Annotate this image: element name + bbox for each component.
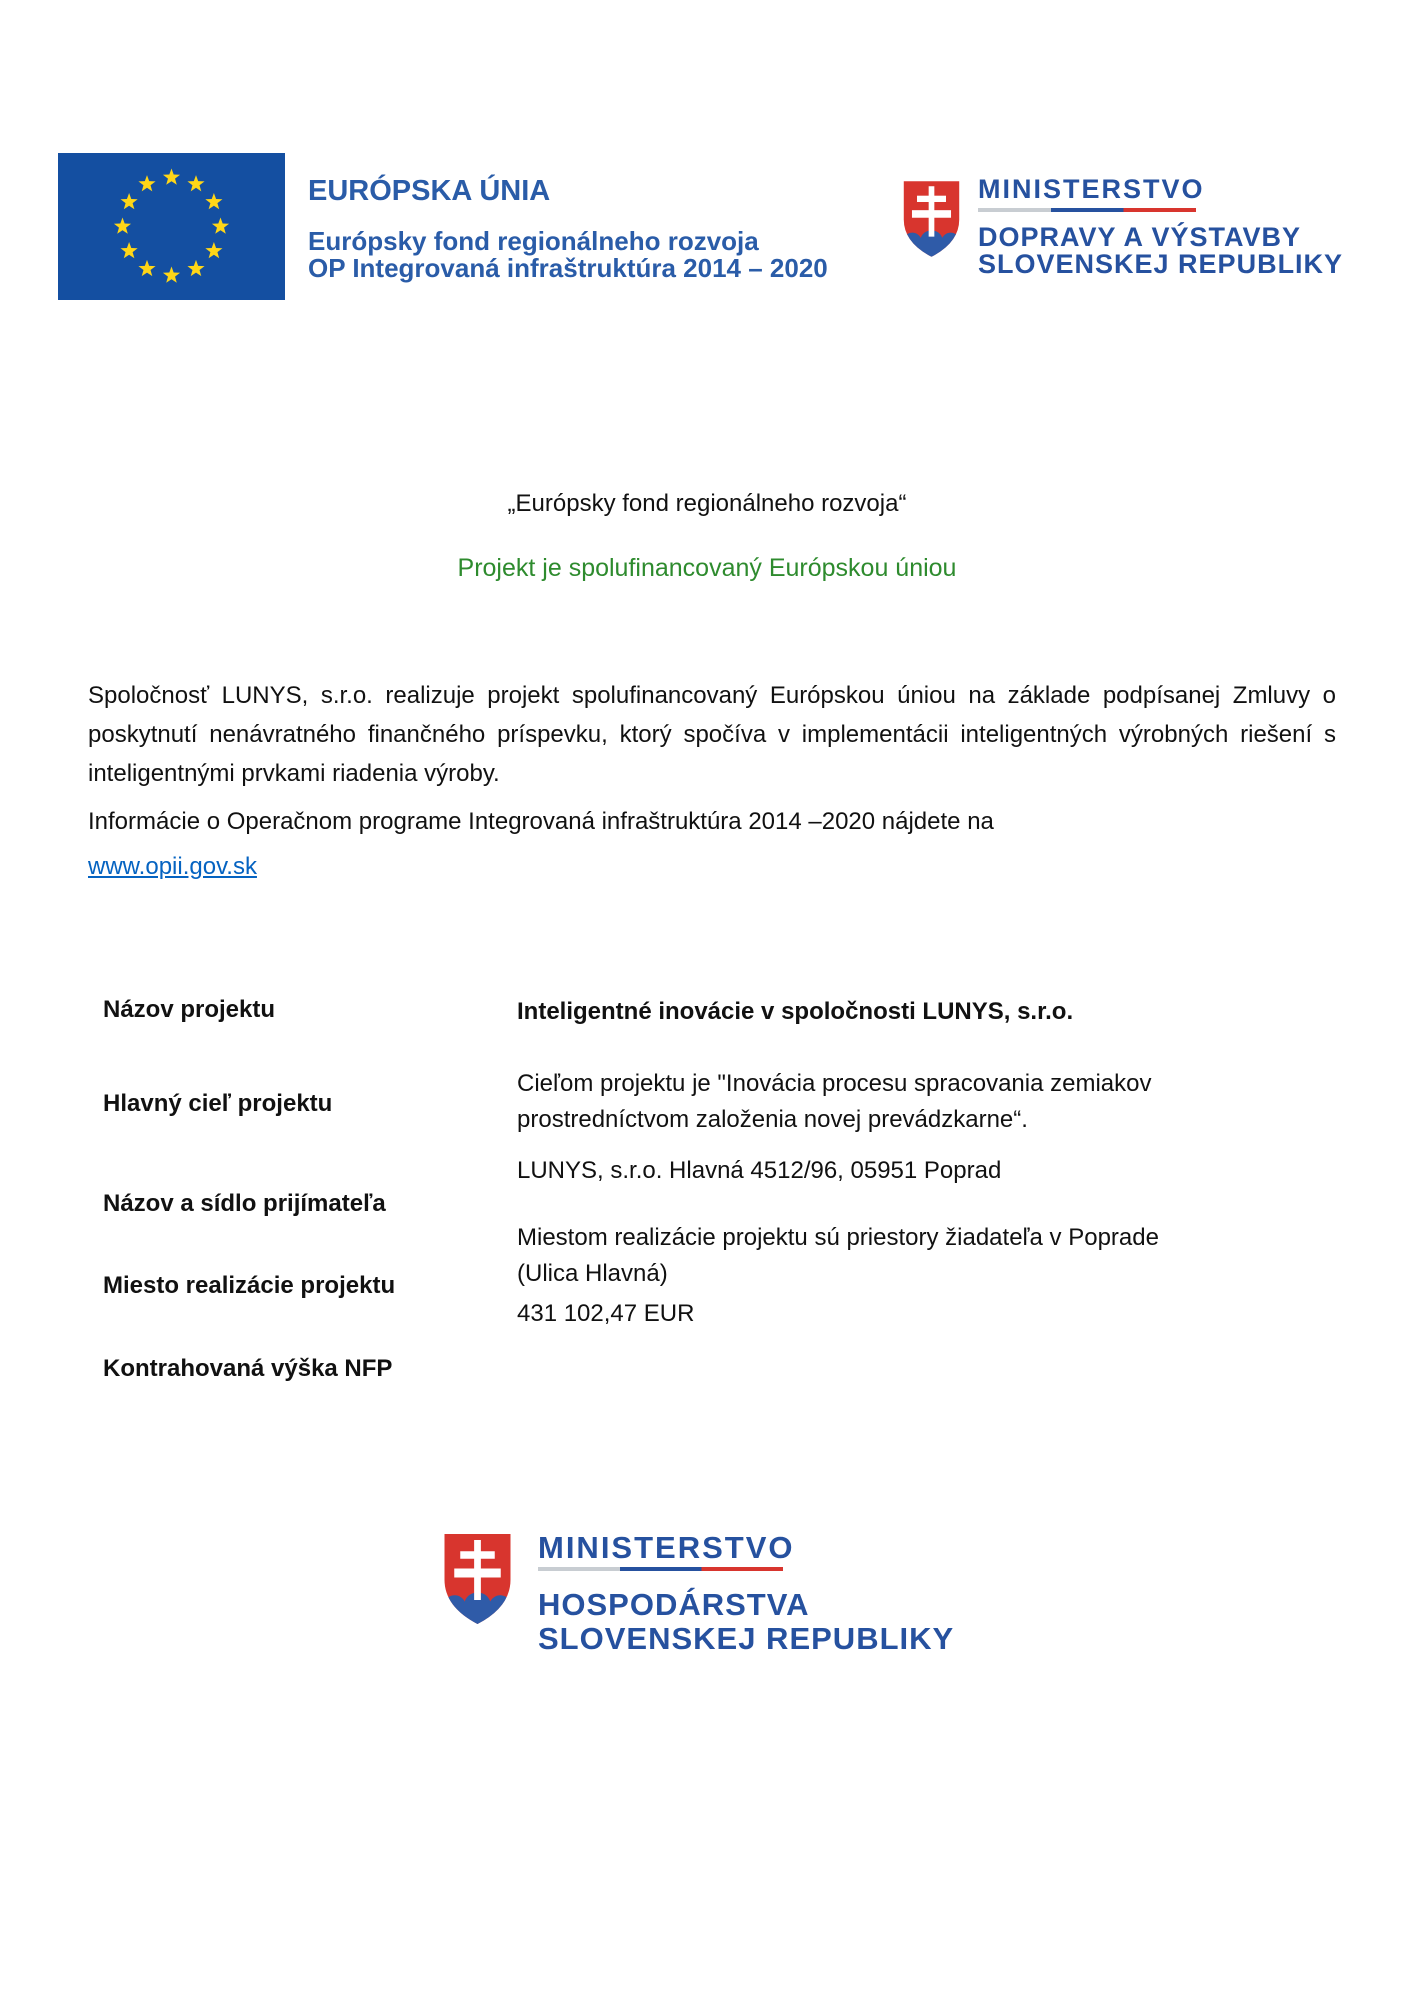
detail-value-project-name: Inteligentné inovácie v spoločnosti LUNYS, s.r.o. [517,998,1074,1025]
opii-link[interactable]: www.opii.gov.sk [88,853,257,880]
ministry-transport-line3: SLOVENSKEJ REPUBLIKY [978,249,1344,279]
detail-label-project-name: Názov projektu [103,996,276,1023]
ministry-economy-line2: HOSPODÁRSTVA [538,1587,810,1622]
tricolor-rule [978,208,1196,212]
opii-info-paragraph: Informácie o Operačnom programe Integrovaná infraštruktúra 2014 –2020 nájdete na [88,808,994,835]
ministry-economy-logo-text [538,1532,954,1655]
eu-logo-subtitle1: Európsky fond regionálneho rozvoja [308,226,759,256]
slovak-coat-of-arms-icon [900,178,963,260]
eu-logo-title: EURÓPSKA ÚNIA [308,175,551,207]
eu-logo-text [308,177,828,282]
detail-value-nfp-amount: 431 102,47 EUR [517,1300,695,1327]
slovak-coat-of-arms-icon [440,1530,515,1628]
detail-label-beneficiary: Názov a sídlo prijímateľa [103,1190,386,1217]
ministry-economy-line3: SLOVENSKEJ REPUBLIKY [538,1621,955,1656]
ministry-economy-line1: MINISTERSTVO [538,1530,795,1565]
ministry-transport-line2: DOPRAVY A VÝSTAVBY [978,222,1302,252]
detail-value-main-goal: Cieľom projektu je "Inovácia procesu spracovania zemiakov prostredníctvom založenia novej prevádzkarne“. [517,1070,1152,1133]
ministry-transport-logo-text [978,176,1343,278]
detail-label-main-goal: Hlavný cieľ projektu [103,1090,333,1117]
detail-label-nfp-amount: Kontrahovaná výška NFP [103,1355,393,1382]
ministry-transport-line1: MINISTERSTVO [978,174,1205,204]
eu-flag-icon [58,153,285,300]
detail-value-beneficiary: LUNYS, s.r.o. Hlavná 4512/96, 05951 Poprad [517,1157,1002,1184]
detail-value-location: Miestom realizácie projektu sú priestory žiadateľa v Poprade (Ulica Hlavná) [517,1224,1159,1287]
detail-label-location: Miesto realizácie projektu [103,1272,396,1299]
fund-quote-heading: „Európsky fond regionálneho rozvoja“ [507,490,907,517]
eu-logo-subtitle2: OP Integrovaná infraštruktúra 2014 – 2020 [308,253,828,283]
tricolor-rule [538,1567,783,1571]
project-description-paragraph: Spoločnosť LUNYS, s.r.o. realizuje projekt spolufinancovaný Európskou úniou na základe podpísanej Zmluvy o poskytnutí nenávratného finančného príspevku, ktorý spočíva v implementácii inteligentných výrobných riešení s inteligentnými prvkami riadenia výroby. [88,682,1336,787]
cofinanced-heading: Projekt je spolufinancovaný Európskou úniou [457,554,957,582]
